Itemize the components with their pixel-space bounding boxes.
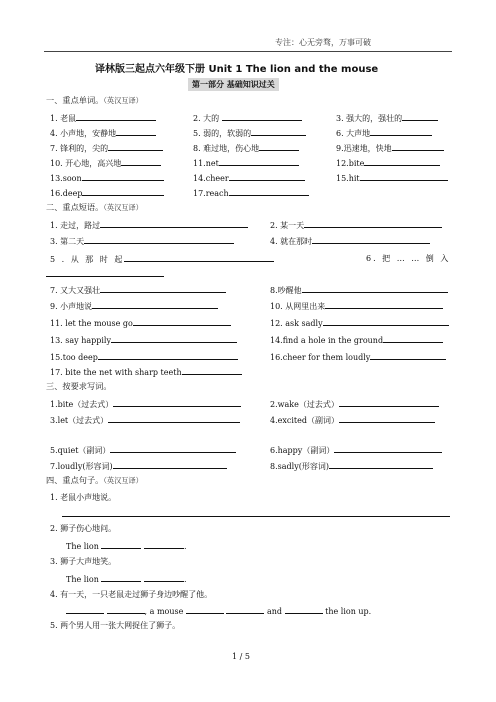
sentence-4: 4. 有一天，一只老鼠走过狮子身边吵醒了他。 — [50, 590, 213, 599]
word-item-17: 17.reach — [193, 187, 309, 198]
section-2-heading: 二、重点短语。 — [46, 202, 104, 212]
word-item-6: 6. 大声地 — [336, 127, 432, 139]
word-item-15: 15.hit — [336, 172, 448, 183]
sentence-5: 5. 两个男人用一张大网捉住了狮子。 — [50, 621, 181, 630]
word-item-16: 16.deep — [50, 187, 164, 198]
section-4-title — [46, 475, 143, 486]
phrase-item-1: 1. 走过，路过 — [50, 219, 248, 231]
phrase-item-15: 15.too deep — [50, 351, 238, 362]
phrase-item-7: 7. 又大又强壮 — [50, 284, 226, 296]
part-label: 第一部分 基础知识过关 — [188, 78, 279, 91]
form-item-2: 2.wake（过去式） — [270, 398, 439, 410]
page-title: 译林版三起点六年级下册 Unit 1 The lion and the mouse — [95, 64, 379, 75]
word-item-3: 3. 强大的，强壮的 — [336, 112, 438, 124]
word-item-11: 11.net — [193, 157, 299, 168]
phrase-item-6: 6. 把 … … 倒 入 — [366, 254, 451, 263]
phrase-item-5: 5 . 从 那 时 起 — [50, 253, 274, 265]
section-2-hint: （英汉互译） — [103, 203, 143, 212]
form-item-3: 3.let（过去式） — [50, 414, 240, 426]
phrase-item-13: 13. say happily — [50, 334, 237, 345]
section-1-title — [46, 95, 143, 106]
phrase-item-12: 12. ask sadly — [270, 317, 449, 328]
phrase-item-14: 14.find a hole in the ground — [270, 334, 443, 345]
section-4-hint: （英汉互译） — [103, 476, 143, 485]
sentence-4-fill: , a mouse and the lion up. — [66, 605, 371, 616]
form-item-8: 8.sadly(形容词) — [270, 460, 433, 472]
form-item-4: 4.excited（副词） — [270, 414, 435, 426]
phrase-item-9: 9. 小声地说 — [50, 300, 218, 312]
sentence-2: 2. 狮子伤心地问。 — [50, 524, 117, 533]
sentence-3: 3. 狮子大声地笑。 — [50, 557, 117, 566]
word-item-5: 5. 弱的，软弱的 — [193, 127, 306, 139]
header-divider — [44, 51, 452, 52]
word-item-8: 8. 难过地，伤心地 — [193, 142, 299, 154]
section-1-hint: （英汉互译） — [103, 96, 143, 105]
phrase-item-4: 4. 就在那时 — [270, 235, 430, 247]
form-item-6: 6.happy（副词） — [270, 444, 442, 456]
word-item-1: 1. 老鼠 — [50, 112, 156, 124]
form-item-5: 5.quiet（副词） — [50, 444, 236, 456]
header-motto: 专注：心无旁骛，万事可破 — [275, 38, 371, 47]
phrase-item-11: 11. let the mouse go — [50, 317, 231, 328]
phrase-item-17: 17. bite the net with sharp teeth — [50, 366, 242, 377]
form-item-7: 7.loudly(形容词) — [50, 460, 227, 472]
section-4-heading: 四、重点句子。 — [46, 475, 104, 485]
word-item-13: 13.soon — [50, 172, 164, 183]
word-item-14: 14.cheer — [193, 172, 305, 183]
word-item-10: 10. 开心地，高兴地 — [50, 157, 161, 169]
section-2-title — [46, 202, 143, 213]
phrase-item-10: 10. 从网里出来 — [270, 300, 443, 312]
word-item-12: 12.bite — [336, 157, 440, 168]
page-number: 1 / 5 — [232, 652, 250, 661]
phrase-6-answer-line — [46, 276, 164, 277]
sentence-1: 1. 老鼠小声地说。 — [50, 493, 117, 502]
sentence-2-fill: The lion . — [66, 542, 187, 551]
phrase-item-3: 3. 第二天 — [50, 235, 234, 247]
sentence-3-fill: The lion . — [66, 575, 187, 584]
section-1-heading: 一、重点单词。 — [46, 95, 104, 105]
sentence-1-answer-line — [62, 516, 450, 517]
word-item-9: 9.迅速地，快地 — [336, 142, 444, 154]
phrase-item-16: 16.cheer for them loudly — [270, 351, 446, 362]
phrase-item-8: 8.吵醒他 — [270, 284, 448, 296]
word-item-4: 4. 小声地，安静地 — [50, 127, 156, 139]
form-item-1: 1.bite（过去式） — [50, 398, 241, 410]
word-item-7: 7. 锋利的，尖的 — [50, 142, 163, 154]
word-item-2: 2. 大的 — [193, 112, 302, 124]
section-3-title: 三、按要求写词。 — [46, 381, 112, 391]
phrase-item-2: 2. 某一天 — [270, 219, 442, 231]
